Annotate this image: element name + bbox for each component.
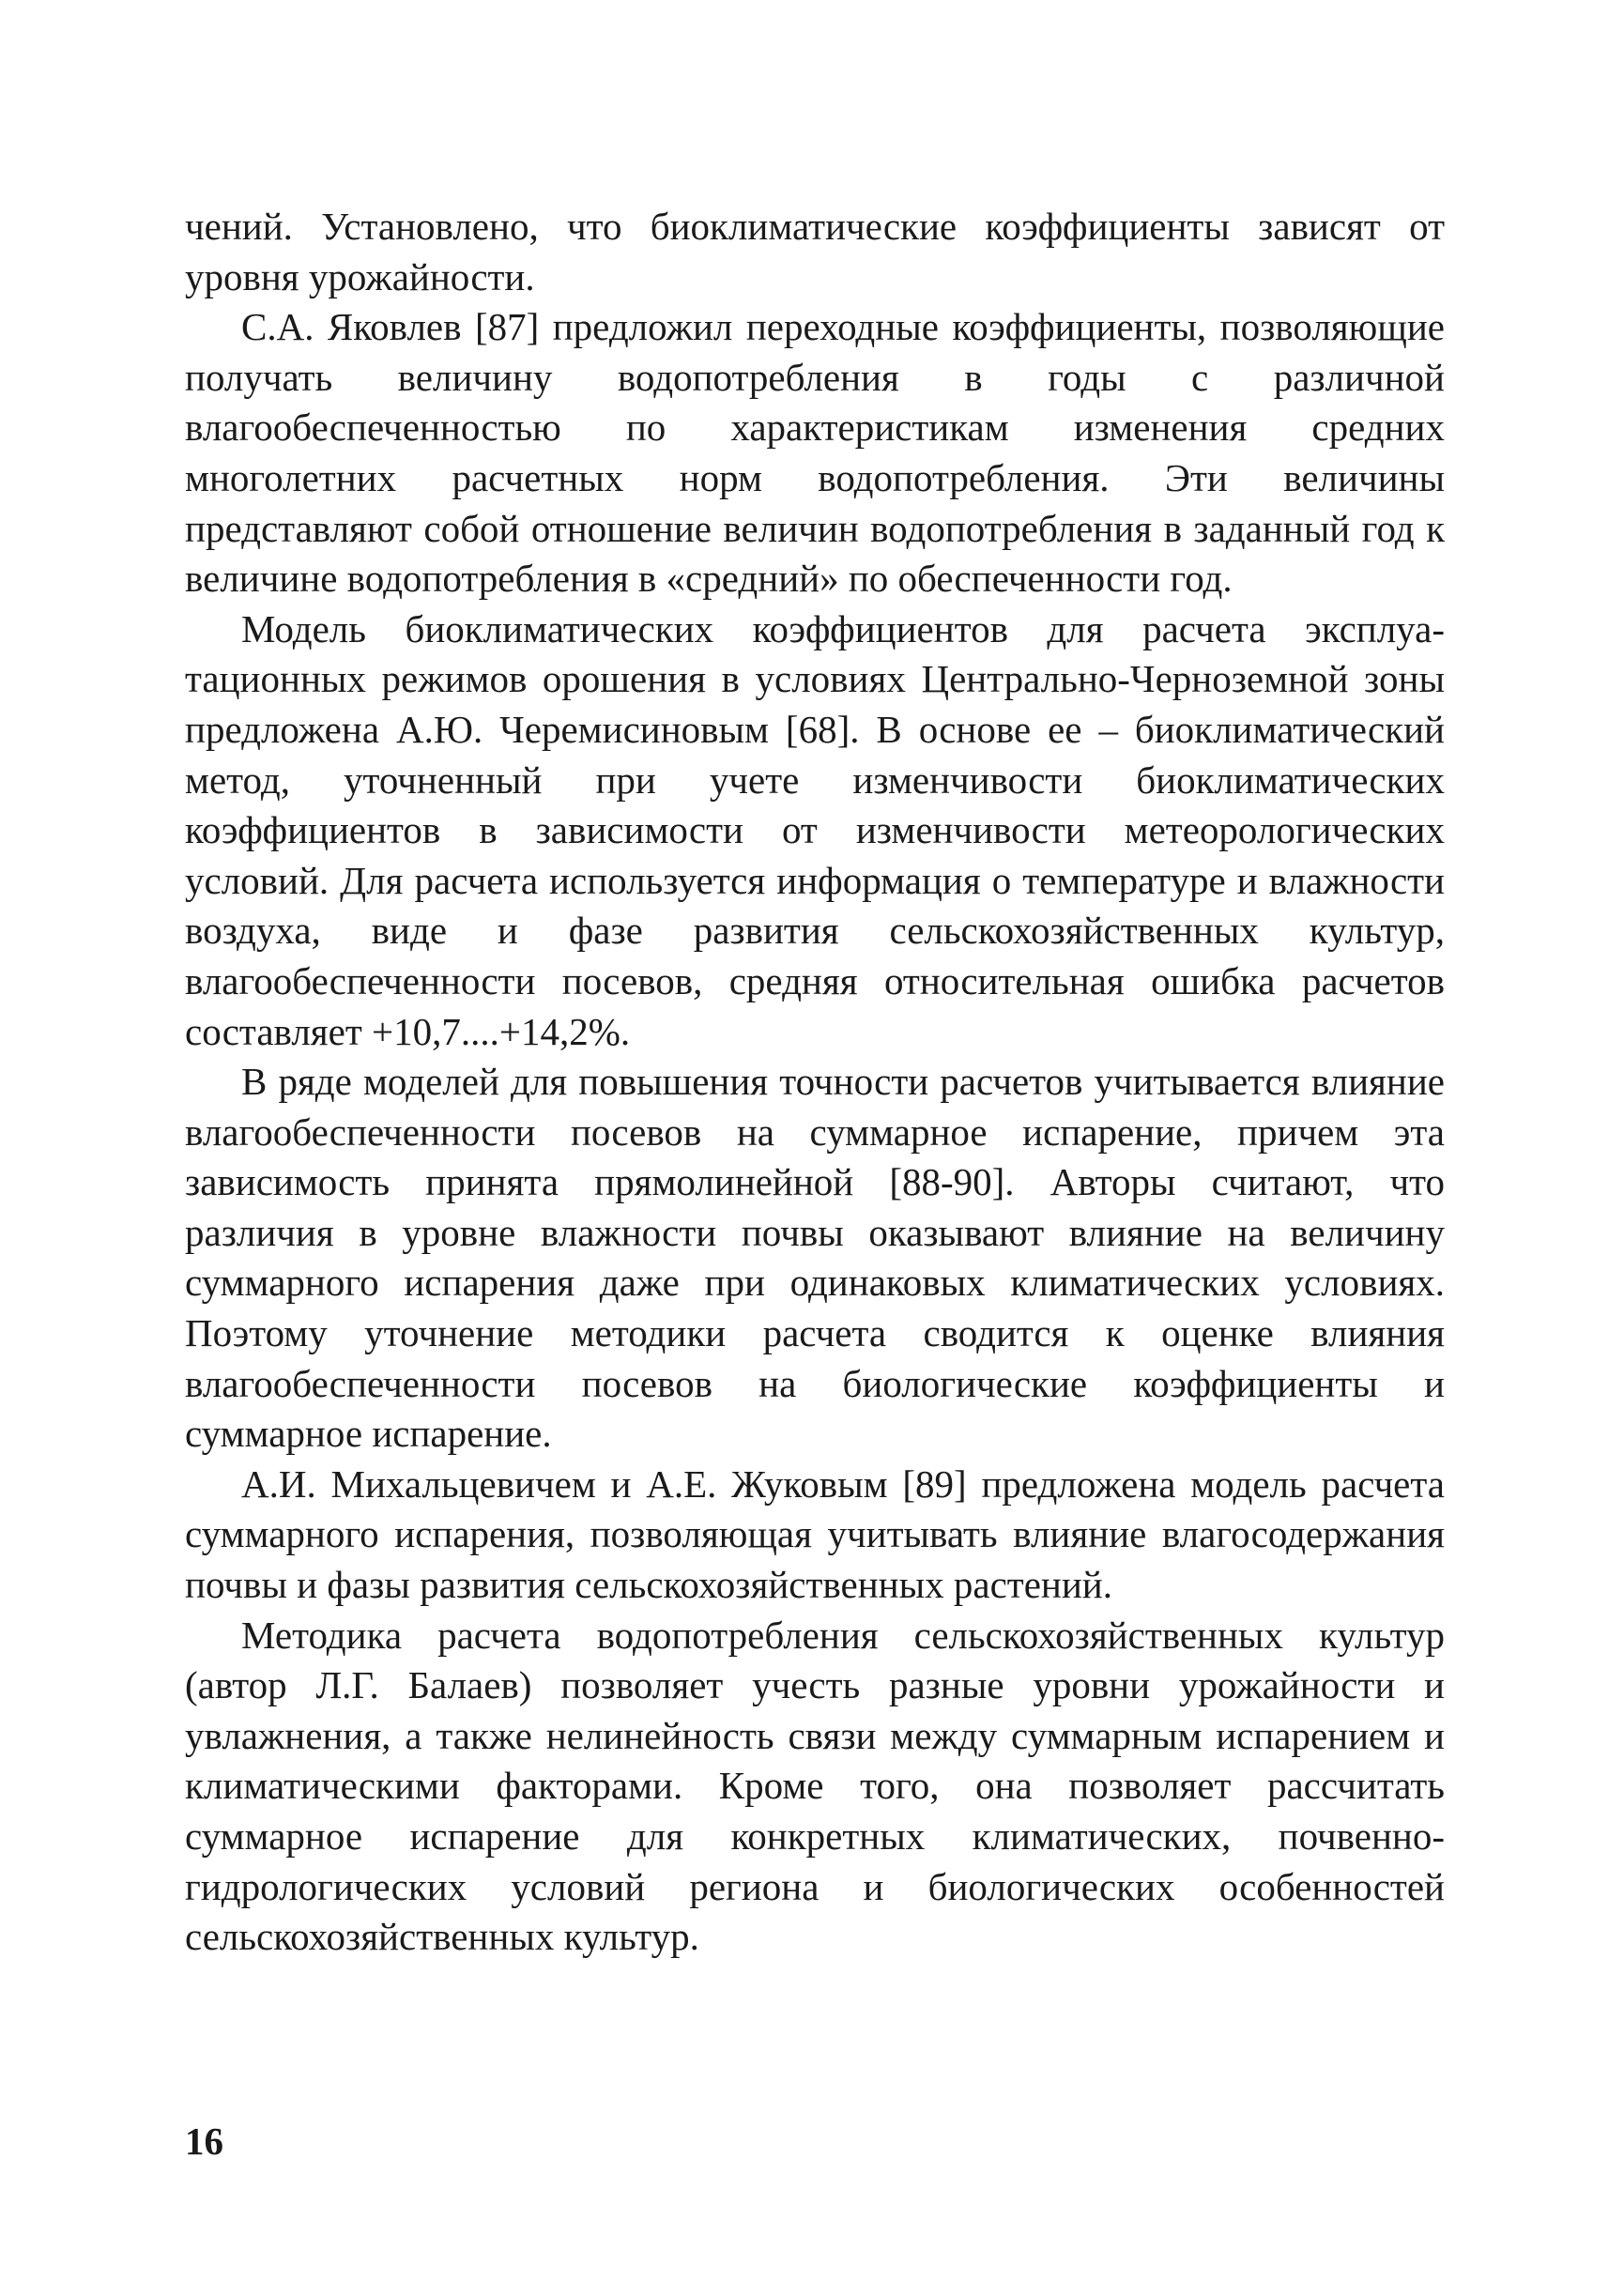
page-number: 16 — [185, 2119, 223, 2163]
paragraph-4: В ряде моделей для повышения точности расчетов учитывается влияние влагообеспеченности посевов на суммарное испарение, причем эта зависимость принята прямолинейной [88-90]. Авторы считают, что различия в уровне влажности почвы оказывают влияние на величину суммарного испарения даже при одинаковых климатических условиях. Поэтому уточнение методики расчета сводится к оценке влияния влагообеспеченности посевов на биологические коэффициенты и суммарное испарение. — [185, 1060, 1445, 1456]
paragraph-1: чений. Установлено, что биоклиматические коэффициенты зависят от уровня урожайности. — [185, 205, 1445, 298]
paragraph-3: Модель биоклиматических коэффициентов для расчета эксплуатационных режимов орошения в условиях Центрально-Черноземной зоны предложена А.Ю. Черемисиновым [68]. В основе ее – биоклиматический метод, уточненный при учете изменчивости биоклиматических коэффициентов в зависимости от изменчивости метеорологических условий. Для расчета используется информация о температуре и влажности воздуха, виде и фазе развития сельскохозяйственных культур, влагообеспеченности посевов, средняя относительная ошибка расчетов составляет +10,7....+14,2%. — [185, 606, 1445, 1053]
paragraph-6: Методика расчета водопотребления сельскохозяйственных культур (автор Л.Г. Балаев) позволяет учесть разные уровни урожайности и увлажнения, а также нелинейность связи между суммарным испарением и климатическими факторами. Кроме того, она позволяет рассчитать суммарное испарение для конкретных климатических, почвенно-гидрологических условий региона и биологических особенностей сельскохозяйственных культур. — [185, 1613, 1445, 1959]
paragraph-2: С.А. Яковлев [87] предложил переходные коэффициенты, позволяющие получать величину водопотребления в годы с различной влагообеспеченностью по характеристикам изменения средних многолетних расчетных норм водопотребления. Эти величины представляют собой отношение величин водопотребления в заданный год к величине водопотребления в «средний» по обеспеченности год. — [185, 305, 1445, 601]
paragraph-5: А.И. Михальцевичем и А.Е. Жуковым [89] предложена модель расчета суммарного испарения, позволяющая учитывать влияние влагосодержания почвы и фазы развития сельскохозяйственных растений. — [185, 1461, 1445, 1607]
page-body — [185, 202, 1445, 1963]
